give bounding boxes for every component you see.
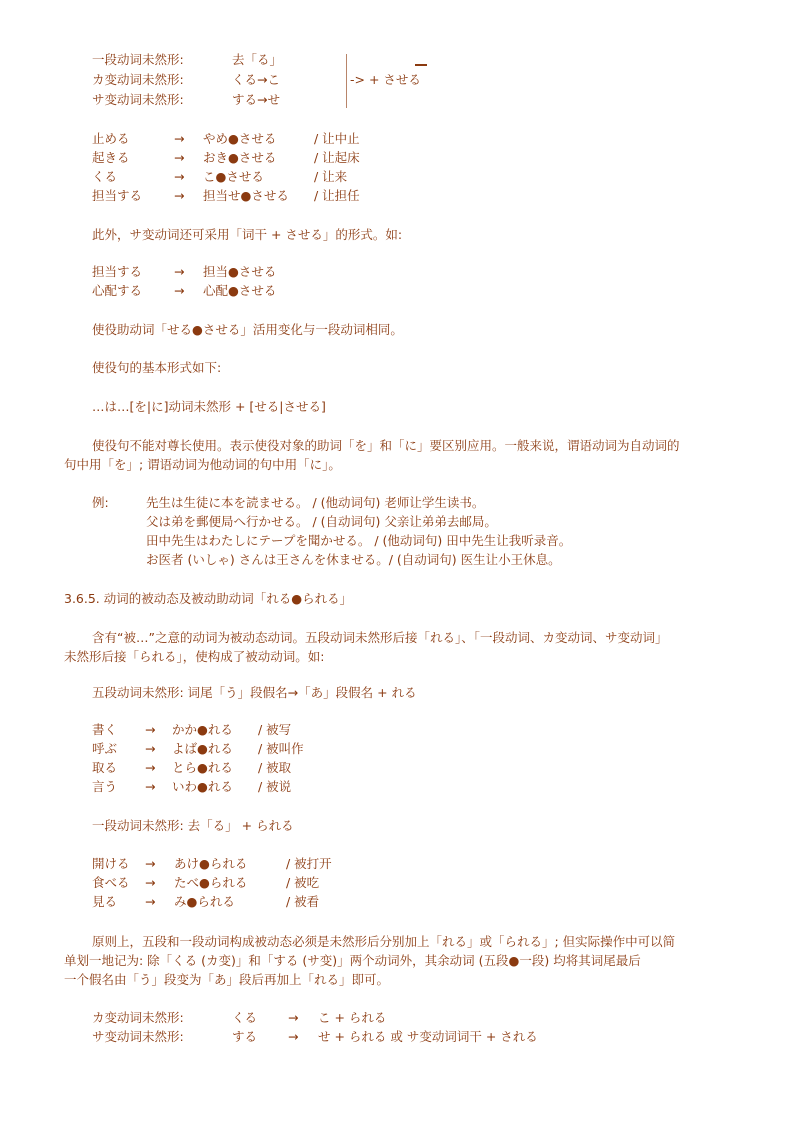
arrow-icon: → xyxy=(145,894,156,909)
example-sentence: 父は弟を郵便局へ行かせる。 / (自动词句) 父亲让弟弟去邮局。 xyxy=(146,514,497,529)
rule-form: くる→こ xyxy=(232,72,280,87)
example-result: よば●れる xyxy=(172,741,233,756)
arrow-icon: → xyxy=(174,150,185,165)
arrow-icon: → xyxy=(288,1029,299,1044)
example-result: 心配●させる xyxy=(203,283,277,298)
example-word: 見る xyxy=(92,894,118,909)
example-result: 担当せ●させる xyxy=(203,188,289,203)
example-word: 止める xyxy=(92,131,130,146)
paragraph-sahen: 此外，サ变动词还可采用「词干 + させる」的形式。如: xyxy=(92,227,403,242)
paragraph-usage-line: 句中用「を」; 谓语动词为他动词的句中用「に」。 xyxy=(64,457,341,472)
arrow-icon: → xyxy=(145,875,156,890)
arrow-icon: → xyxy=(174,264,185,279)
arrow-icon: → xyxy=(145,722,156,737)
paragraph-principle-line: 原则上，五段和一段动词构成被动态必须是未然形后分别加上「れる」或「られる」; 但实际操作中可以简 xyxy=(92,934,676,949)
example-word: 担当する xyxy=(92,264,143,279)
paragraph-basic-form: 使役句的基本形式如下: xyxy=(92,360,222,375)
example-result: おき●させる xyxy=(203,150,277,165)
arrow-icon: → xyxy=(174,188,185,203)
rule-word: する xyxy=(232,1029,258,1044)
paragraph-principle-line: 单划一地记为: 除「くる (カ变)」和「する (サ变)」两个动词外，其余动词 (五段●一段) 均将其词尾最后 xyxy=(64,953,641,968)
example-word: 担当する xyxy=(92,188,143,203)
paragraph-usage-line: 使役句不能对尊长使用。表示使役对象的助词「を」和「に」要区别应用。一般来说，谓语动词为自动词的 xyxy=(92,438,680,453)
paragraph-principle-line: 一个假名由「う」段变为「あ」段后再加上「れる」即可。 xyxy=(64,972,390,987)
arrow-icon: → xyxy=(174,169,185,184)
arrow-icon: → xyxy=(145,779,156,794)
arrow-icon: → xyxy=(145,741,156,756)
example-meaning: / 被取 xyxy=(258,760,292,775)
example-meaning: / 让担任 xyxy=(314,188,360,203)
example-result: み●られる xyxy=(174,894,235,909)
example-result: こ●させる xyxy=(203,169,264,184)
ichidan-rule: 一段动词未然形: 去「る」 + られる xyxy=(92,818,294,833)
arrow-icon: → xyxy=(145,856,156,871)
example-result: やめ●させる xyxy=(203,131,277,146)
paragraph-passive-line: 含有“被…”之意的动词为被动态动词。五段动词未然形后接「れる」、「一段动词、カ变动词、サ变动词」 xyxy=(92,630,668,645)
arrow-icon: → xyxy=(174,283,185,298)
example-word: 取る xyxy=(92,760,118,775)
example-meaning: / 被说 xyxy=(258,779,292,794)
arrow-icon: → xyxy=(174,131,185,146)
example-result: いわ●れる xyxy=(172,779,233,794)
example-meaning: / 被看 xyxy=(286,894,320,909)
example-result: とら●れる xyxy=(172,760,233,775)
arrow-icon: → xyxy=(145,760,156,775)
example-result: あけ●られる xyxy=(174,856,248,871)
rule-label: カ变动词未然形: xyxy=(92,72,184,87)
paragraph-passive-line: 未然形后接「られる」，使构成了被动动词。如: xyxy=(64,649,325,664)
example-word: 食べる xyxy=(92,875,130,890)
section-title: 3.6.5. 动词的被动态及被动助动词「れる●られる」 xyxy=(64,591,353,606)
godan-rule: 五段动词未然形: 词尾「う」段假名→「あ」段假名 + れる xyxy=(92,685,417,700)
example-meaning: / 让来 xyxy=(314,169,348,184)
example-meaning: / 被叫作 xyxy=(258,741,304,756)
example-word: 開ける xyxy=(92,856,130,871)
paragraph-conjugation: 使役助动词「せる●させる」活用变化与一段动词相同。 xyxy=(92,322,403,337)
example-word: 言う xyxy=(92,779,118,794)
example-result: かか●れる xyxy=(172,722,233,737)
rule-word: くる xyxy=(232,1010,258,1025)
example-sentence: 田中先生はわたしにテープを聞かせる。 / (他动词句) 田中先生让我听录音。 xyxy=(146,533,572,548)
example-meaning: / 让中止 xyxy=(314,131,360,146)
example-sentence: 先生は生徒に本を読ませる。 / (他动词句) 老师让学生读书。 xyxy=(146,495,485,510)
rule-result: こ + られる xyxy=(318,1010,387,1025)
example-meaning: / 被写 xyxy=(258,722,292,737)
example-word: 起きる xyxy=(92,150,130,165)
example-meaning: / 被吃 xyxy=(286,875,320,890)
bracket-divider xyxy=(346,54,347,108)
rule-result: せ + られる 或 サ变动词词干 + される xyxy=(318,1029,538,1044)
rule-label: 一段动词未然形: xyxy=(92,52,184,67)
mark xyxy=(415,64,427,66)
example-word: 書く xyxy=(92,722,118,737)
example-label: 例: xyxy=(92,495,109,510)
rule-label: カ变动词未然形: xyxy=(92,1010,184,1025)
example-word: 呼ぶ xyxy=(92,741,118,756)
example-sentence: お医者 (いしゃ) さんは王さんを休ませる。/ (自动词句) 医生让小王休息。 xyxy=(146,552,561,567)
example-meaning: / 让起床 xyxy=(314,150,360,165)
example-meaning: / 被打开 xyxy=(286,856,332,871)
example-result: 担当●させる xyxy=(203,264,277,279)
example-word: くる xyxy=(92,169,118,184)
example-word: 心配する xyxy=(92,283,143,298)
arrow-icon: → xyxy=(288,1010,299,1025)
rule-label: サ变动词未然形: xyxy=(92,92,184,107)
example-result: たべ●られる xyxy=(174,875,248,890)
rule-form: する→せ xyxy=(232,92,280,107)
rule-label: サ变动词未然形: xyxy=(92,1029,184,1044)
formula: …は…[を|に]动词未然形 + [せる|させる] xyxy=(92,399,326,414)
rule-form: 去「る」 xyxy=(232,52,283,67)
rule-joiner: -> + させる xyxy=(350,72,421,87)
